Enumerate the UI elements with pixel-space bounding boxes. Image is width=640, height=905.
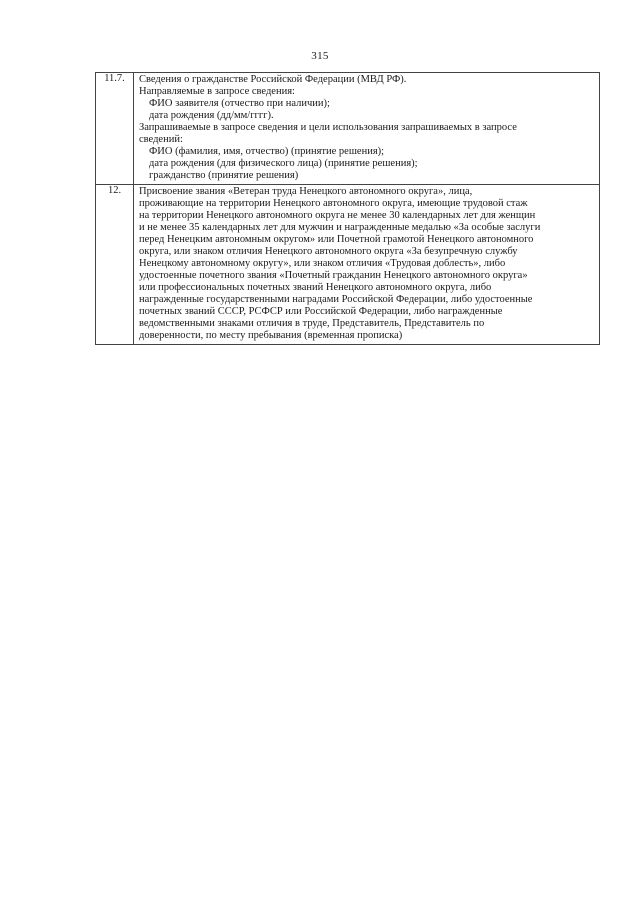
text-line: сведений:	[139, 134, 183, 145]
table-row-12	[96, 185, 600, 345]
text-line: Присвоение звания «Ветеран труда Ненецкого автономного округа», лица,	[139, 186, 473, 197]
text-line: удостоенные почетного звания «Почетный гражданин Ненецкого автономного округа»	[139, 270, 528, 281]
text-line: или профессиональных почетных званий Ненецкого автономного округа, либо	[139, 282, 492, 293]
text-line: ведомственными знаками отличия в труде, Представитель, Представитель по	[139, 318, 485, 329]
text-line: дата рождения (для физического лица) (принятие решения);	[149, 158, 418, 169]
text-line: ФИО заявителя (отчество при наличии);	[149, 98, 330, 109]
text-line: Запрашиваемые в запросе сведения и цели использования запрашиваемых в запросе	[139, 122, 517, 133]
services-table	[95, 72, 600, 345]
text-line: ФИО (фамилия, имя, отчество) (принятие решения);	[149, 146, 385, 157]
text-line: почетных званий СССР, РСФСР или Российской Федерации, либо награжденные	[139, 306, 503, 317]
page-number: 315	[311, 50, 329, 62]
row-description	[134, 73, 600, 185]
text-line: Ненецкому автономному округу», или знаком отличия «Трудовая доблесть», либо	[139, 258, 506, 269]
row-number: 12.	[96, 185, 134, 345]
text-line: дата рождения (дд/мм/гггг).	[149, 110, 274, 121]
row-description	[134, 185, 600, 345]
text-line: перед Ненецким автономным округом» или Почетной грамотой Ненецкого автономного	[139, 234, 534, 245]
text-line: награжденные государственными наградами Российской Федерации, либо удостоенные	[139, 294, 533, 305]
text-line: доверенности, по месту пребывания (временная прописка)	[139, 330, 403, 341]
row-number: 11.7.	[96, 73, 134, 185]
text-line: на территории Ненецкого автономного округа не менее 30 календарных лет для женщин	[139, 210, 536, 221]
text-line: гражданство (принятие решения)	[149, 170, 299, 181]
text-line: Направляемые в запросе сведения:	[139, 86, 295, 97]
text-line: и не менее 35 календарных лет для мужчин и награжденные медалью «За особые заслуги	[139, 222, 541, 233]
text-line: Сведения о гражданстве Российской Федерации (МВД РФ).	[139, 74, 407, 85]
text-line: проживающие на территории Ненецкого автономного округа, имеющие трудовой стаж	[139, 198, 528, 209]
text-line: округа, или знаком отличия Ненецкого автономного округа «За безупречную службу	[139, 246, 518, 257]
table-row-11-7	[96, 73, 600, 185]
